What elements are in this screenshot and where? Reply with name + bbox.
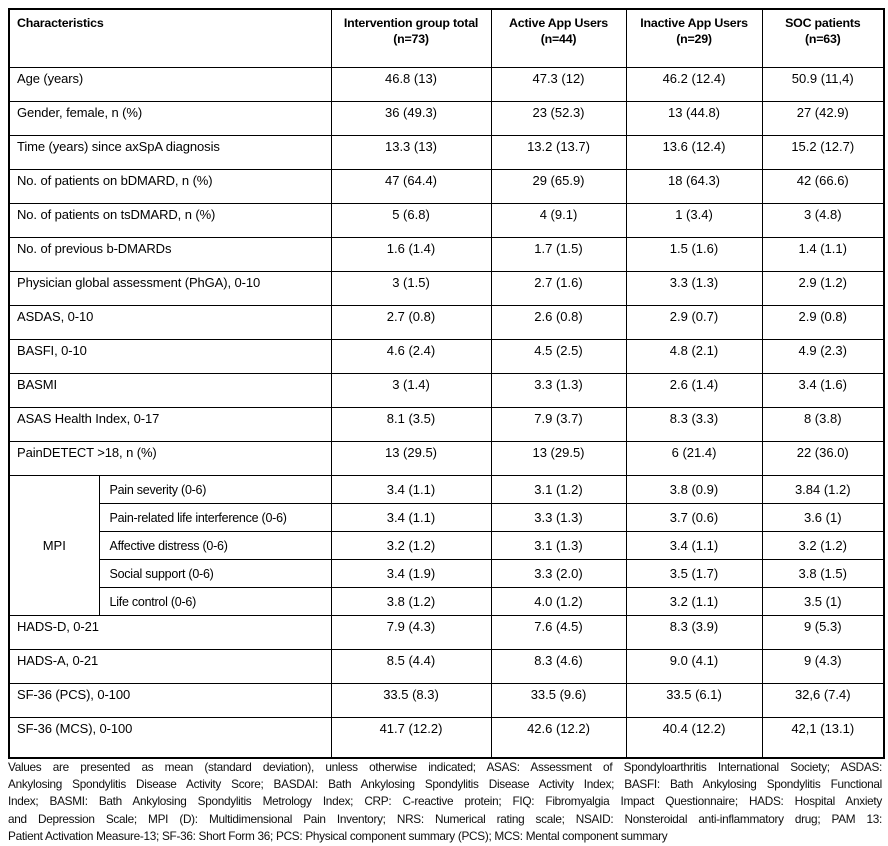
row-group-label: MPI xyxy=(9,476,99,616)
table-row xyxy=(9,588,884,616)
column-header-n: (n=73) xyxy=(393,32,429,47)
cell-value: 7.6 (4.5) xyxy=(491,616,626,650)
table-body xyxy=(9,68,884,758)
cell-value: 4.5 (2.5) xyxy=(491,340,626,374)
cell-value: 13 (29.5) xyxy=(491,442,626,476)
cell-value: 8.5 (4.4) xyxy=(331,650,491,684)
column-header-n: (n=44) xyxy=(540,32,577,47)
cell-value: 2.9 (0.7) xyxy=(626,306,762,340)
cell-value: 3 (4.8) xyxy=(762,204,884,238)
table-row xyxy=(9,532,884,560)
cell-value: 18 (64.3) xyxy=(626,170,762,204)
cell-value: 3.3 (2.0) xyxy=(491,560,626,588)
column-header-characteristics: Characteristics xyxy=(9,9,331,68)
cell-value: 3.5 (1) xyxy=(762,588,884,616)
header-row xyxy=(9,9,884,68)
table-row xyxy=(9,170,884,204)
cell-value: 33.5 (9.6) xyxy=(491,684,626,718)
cell-value: 3.8 (1.2) xyxy=(331,588,491,616)
row-label: Physician global assessment (PhGA), 0-10 xyxy=(9,272,331,306)
cell-value: 3.2 (1.2) xyxy=(331,532,491,560)
cell-value: 4.9 (2.3) xyxy=(762,340,884,374)
cell-value: 15.2 (12.7) xyxy=(762,136,884,170)
column-header-intervention-group-total xyxy=(331,9,491,68)
cell-value: 46.2 (12.4) xyxy=(626,68,762,102)
row-sublabel: Social support (0-6) xyxy=(99,560,331,588)
cell-value: 33.5 (6.1) xyxy=(626,684,762,718)
table-row xyxy=(9,68,884,102)
column-header-label: SOC patients xyxy=(785,16,861,30)
column-header-label: Active App Users xyxy=(509,16,608,30)
table-row xyxy=(9,238,884,272)
cell-value: 23 (52.3) xyxy=(491,102,626,136)
cell-value: 40.4 (12.2) xyxy=(626,718,762,758)
cell-value: 3.7 (0.6) xyxy=(626,504,762,532)
row-sublabel: Affective distress (0-6) xyxy=(99,532,331,560)
cell-value: 8 (3.8) xyxy=(762,408,884,442)
cell-value: 9 (5.3) xyxy=(762,616,884,650)
table-footnote xyxy=(8,759,882,845)
footnote-line: Ankylosing Spondylitis Disease Activity Score; BASDAI: Bath Ankylosing Spondylitis Disease Activity Index; BASFI: Bath Ankylosing Spondylitis Functional xyxy=(8,777,882,792)
cell-value: 2.6 (0.8) xyxy=(491,306,626,340)
cell-value: 47.3 (12) xyxy=(491,68,626,102)
cell-value: 9 (4.3) xyxy=(762,650,884,684)
cell-value: 27 (42.9) xyxy=(762,102,884,136)
cell-value: 8.3 (3.3) xyxy=(626,408,762,442)
row-sublabel: Pain-related life interference (0-6) xyxy=(99,504,331,532)
cell-value: 4 (9.1) xyxy=(491,204,626,238)
table-row xyxy=(9,442,884,476)
table-row xyxy=(9,616,884,650)
cell-value: 22 (36.0) xyxy=(762,442,884,476)
footnote-line: Values are presented as mean (standard deviation), unless otherwise indicated; ASAS: Assessment of Spondyloarthritis International Society; ASDAS: xyxy=(8,760,882,774)
cell-value: 3.4 (1.6) xyxy=(762,374,884,408)
row-label: Gender, female, n (%) xyxy=(9,102,331,136)
cell-value: 33.5 (8.3) xyxy=(331,684,491,718)
cell-value: 3.4 (1.1) xyxy=(331,476,491,504)
row-label: ASAS Health Index, 0-17 xyxy=(9,408,331,442)
cell-value: 2.6 (1.4) xyxy=(626,374,762,408)
cell-value: 1.4 (1.1) xyxy=(762,238,884,272)
cell-value: 3.4 (1.9) xyxy=(331,560,491,588)
cell-value: 2.7 (1.6) xyxy=(491,272,626,306)
cell-value: 2.9 (0.8) xyxy=(762,306,884,340)
row-label: HADS-D, 0-21 xyxy=(9,616,331,650)
cell-value: 2.7 (0.8) xyxy=(331,306,491,340)
cell-value: 4.8 (2.1) xyxy=(626,340,762,374)
table-row xyxy=(9,306,884,340)
table-row xyxy=(9,504,884,532)
baseline-characteristics-table xyxy=(8,8,885,759)
row-label: BASFI, 0-10 xyxy=(9,340,331,374)
cell-value: 3.6 (1) xyxy=(762,504,884,532)
cell-value: 1 (3.4) xyxy=(626,204,762,238)
column-header-active-app-users xyxy=(491,9,626,68)
table-row xyxy=(9,560,884,588)
footnote-line: Patient Activation Measure-13; SF-36: Short Form 36; PCS: Physical component summary (PCS); MCS: Mental component summary xyxy=(8,828,668,843)
table-row xyxy=(9,374,884,408)
table-row xyxy=(9,684,884,718)
cell-value: 3.2 (1.1) xyxy=(626,588,762,616)
cell-value: 1.6 (1.4) xyxy=(331,238,491,272)
table-row xyxy=(9,650,884,684)
row-sublabel: Life control (0-6) xyxy=(99,588,331,616)
cell-value: 13.6 (12.4) xyxy=(626,136,762,170)
cell-value: 3.3 (1.3) xyxy=(491,504,626,532)
cell-value: 4.0 (1.2) xyxy=(491,588,626,616)
cell-value: 3.4 (1.1) xyxy=(331,504,491,532)
row-label: BASMI xyxy=(9,374,331,408)
table-row xyxy=(9,340,884,374)
cell-value: 5 (6.8) xyxy=(331,204,491,238)
cell-value: 3.8 (0.9) xyxy=(626,476,762,504)
row-label: Age (years) xyxy=(9,68,331,102)
cell-value: 4.6 (2.4) xyxy=(331,340,491,374)
column-header-label: Inactive App Users xyxy=(640,16,748,30)
row-label: PainDETECT >18, n (%) xyxy=(9,442,331,476)
table-row xyxy=(9,136,884,170)
cell-value: 41.7 (12.2) xyxy=(331,718,491,758)
row-label: SF-36 (PCS), 0-100 xyxy=(9,684,331,718)
cell-value: 7.9 (4.3) xyxy=(331,616,491,650)
row-label: No. of patients on tsDMARD, n (%) xyxy=(9,204,331,238)
cell-value: 8.3 (3.9) xyxy=(626,616,762,650)
row-label: ASDAS, 0-10 xyxy=(9,306,331,340)
cell-value: 3 (1.5) xyxy=(331,272,491,306)
table-row xyxy=(9,102,884,136)
cell-value: 8.1 (3.5) xyxy=(331,408,491,442)
cell-value: 3.4 (1.1) xyxy=(626,532,762,560)
cell-value: 47 (64.4) xyxy=(331,170,491,204)
cell-value: 13 (44.8) xyxy=(626,102,762,136)
cell-value: 1.7 (1.5) xyxy=(491,238,626,272)
column-header-inactive-app-users xyxy=(626,9,762,68)
cell-value: 46.8 (13) xyxy=(331,68,491,102)
cell-value: 3.5 (1.7) xyxy=(626,560,762,588)
table-row xyxy=(9,204,884,238)
cell-value: 42.6 (12.2) xyxy=(491,718,626,758)
footnote-line: and Depression Scale; MPI (D): Multidimensional Pain Inventory; NRS: Numerical rating scale; NSAID: Nonsteroidal anti-inflammatory drug; PAM 13: xyxy=(8,811,882,826)
cell-value: 13.2 (13.7) xyxy=(491,136,626,170)
cell-value: 3.1 (1.2) xyxy=(491,476,626,504)
cell-value: 3.3 (1.3) xyxy=(626,272,762,306)
row-label: No. of previous b-DMARDs xyxy=(9,238,331,272)
cell-value: 32,6 (7.4) xyxy=(762,684,884,718)
column-header-label: Intervention group total xyxy=(343,16,479,30)
row-label: Time (years) since axSpA diagnosis xyxy=(9,136,331,170)
table-row xyxy=(9,272,884,306)
cell-value: 3.84 (1.2) xyxy=(762,476,884,504)
cell-value: 29 (65.9) xyxy=(491,170,626,204)
cell-value: 6 (21.4) xyxy=(626,442,762,476)
cell-value: 42 (66.6) xyxy=(762,170,884,204)
cell-value: 3.1 (1.3) xyxy=(491,532,626,560)
cell-value: 42,1 (13.1) xyxy=(762,718,884,758)
row-sublabel: Pain severity (0-6) xyxy=(99,476,331,504)
cell-value: 1.5 (1.6) xyxy=(626,238,762,272)
row-label: No. of patients on bDMARD, n (%) xyxy=(9,170,331,204)
cell-value: 3.8 (1.5) xyxy=(762,560,884,588)
cell-value: 3 (1.4) xyxy=(331,374,491,408)
cell-value: 2.9 (1.2) xyxy=(762,272,884,306)
cell-value: 13 (29.5) xyxy=(331,442,491,476)
cell-value: 36 (49.3) xyxy=(331,102,491,136)
table-row xyxy=(9,476,884,504)
column-header-n: (n=63) xyxy=(804,32,841,47)
column-header-n: (n=29) xyxy=(676,32,712,47)
cell-value: 3.2 (1.2) xyxy=(762,532,884,560)
cell-value: 8.3 (4.6) xyxy=(491,650,626,684)
cell-value: 9.0 (4.1) xyxy=(626,650,762,684)
cell-value: 13.3 (13) xyxy=(331,136,491,170)
row-label: SF-36 (MCS), 0-100 xyxy=(9,718,331,758)
cell-value: 3.3 (1.3) xyxy=(491,374,626,408)
row-label: HADS-A, 0-21 xyxy=(9,650,331,684)
table-row xyxy=(9,408,884,442)
cell-value: 7.9 (3.7) xyxy=(491,408,626,442)
table-row xyxy=(9,718,884,758)
footnote-line: Index; BASMI: Bath Ankylosing Spondylitis Metrology Index; CRP: C-reactive protein; FIQ: Fibromyalgia Impact Questionnaire; HADS: Hospital Anxiety xyxy=(8,794,882,809)
cell-value: 50.9 (11,4) xyxy=(762,68,884,102)
column-header-soc-patients xyxy=(762,9,884,68)
